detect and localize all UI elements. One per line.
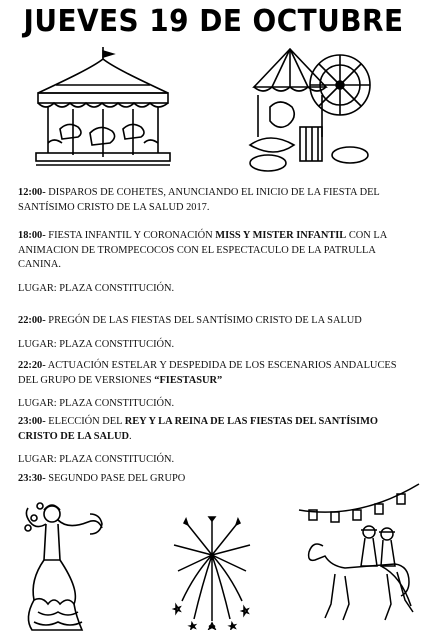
flamenco-dancer-icon [20, 500, 110, 635]
event-2 [18, 229, 410, 296]
event-description: FIESTA INFANTIL Y CORONACIÓN [45, 230, 216, 241]
event-description: ACTUACIÓN ESTELAR Y DESPEDIDA DE LOS ESCENARIOS ANDALUCES DEL GRUPO DE VERSIONES [18, 360, 397, 386]
event-description: DISPAROS DE COHETES, ANUNCIANDO EL INICIO DE LA FIESTA DEL SANTÍSIMO CRISTO DE LA SALUD 2017. [18, 187, 380, 213]
event-1 [18, 186, 410, 215]
event-description: ELECCIÓN DEL [45, 416, 125, 427]
event-highlight: REY Y LA REINA DE LAS FIESTAS DEL SANTÍSIMO CRISTO DE LA SALUD [18, 416, 378, 442]
page-title: JUEVES 19 DE OCTUBRE [23, 4, 404, 39]
event-description: CON LA ANIMACION DE TROMPECOCOS CON EL ESPECTACULO DE LA PATRULLA CANINA. [18, 230, 387, 270]
event-time: 22:20- [18, 360, 46, 371]
event-time: 23:30- [18, 473, 46, 484]
event-highlight: MISS Y MISTER INFANTIL [215, 230, 347, 241]
event-highlight: “FIESTASUR” [154, 374, 223, 386]
event-place: LUGAR: PLAZA CONSTITUCIÓN. [18, 338, 175, 350]
event-place: LUGAR: PLAZA CONSTITUCIÓN. [18, 282, 175, 294]
horse-riders-icon [295, 480, 423, 635]
event-description: SEGUNDO PASE DEL GRUPO [45, 473, 186, 484]
event-place: LUGAR: PLAZA CONSTITUCIÓN. [18, 454, 175, 465]
fireworks-icon [168, 515, 256, 630]
event-time: 23:00- [18, 416, 46, 427]
event-description: PREGÓN DE LAS FIESTAS DEL SANTÍSIMO CRISTO DE LA SALUD [45, 315, 362, 326]
event-5 [18, 415, 410, 468]
carousel-icon [28, 45, 178, 170]
event-place: LUGAR: PLAZA CONSTITUCIÓN. [18, 398, 175, 409]
fair-food-tent-icon [240, 45, 380, 180]
event-time: 12:00- [18, 187, 46, 198]
event-3 [18, 314, 410, 352]
event-time: 22:00- [18, 315, 46, 326]
event-time: 18:00- [18, 230, 46, 241]
event-description: . [128, 430, 132, 442]
event-4 [18, 359, 410, 412]
